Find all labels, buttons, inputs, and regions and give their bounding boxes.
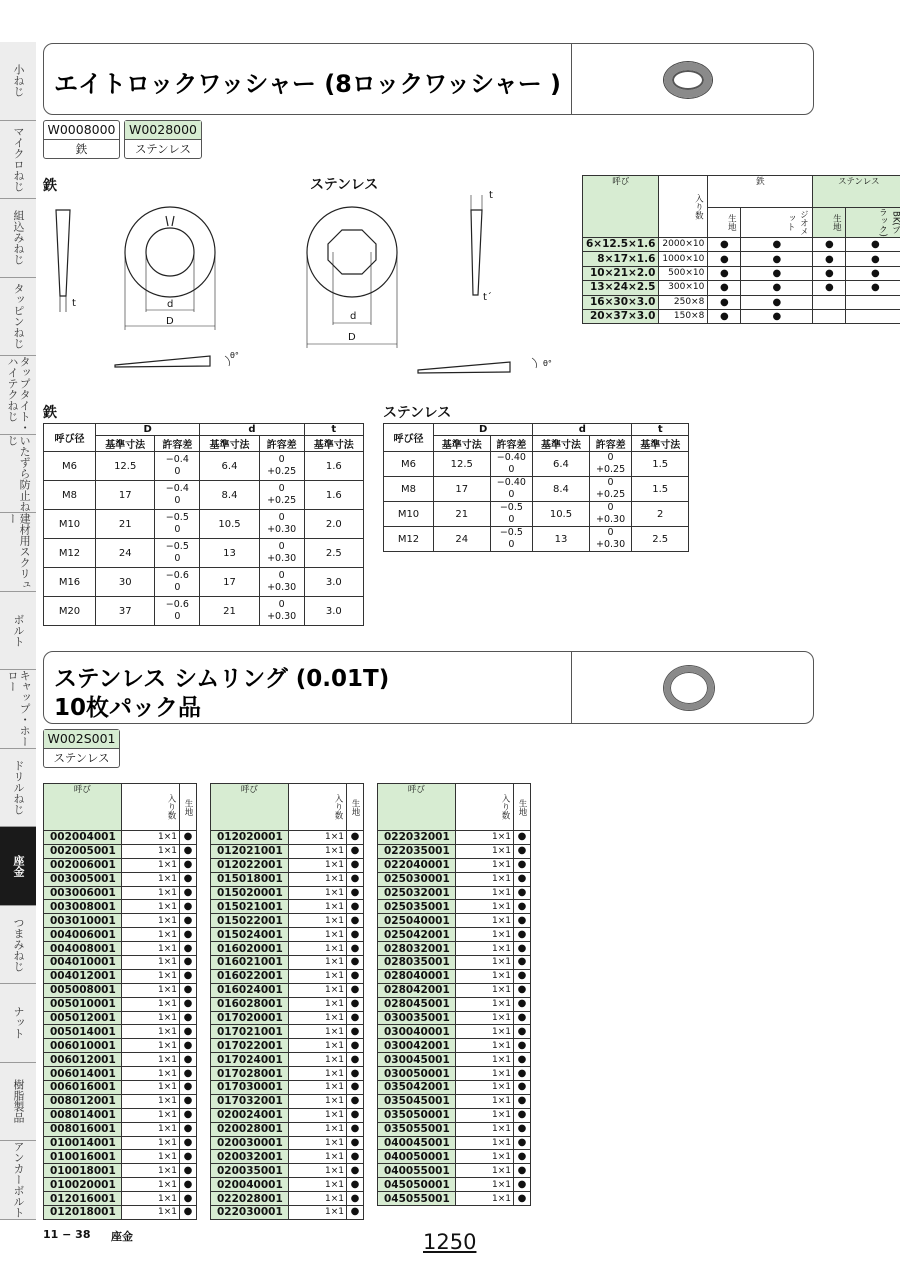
side-tab-9[interactable]: ドリルねじ [0,749,36,828]
footer-page-ref: 11 − 38 [43,1228,91,1241]
table-row: 025032001 1×1 ● [378,886,531,900]
table-row: 010020001 1×1 ● [44,1178,197,1192]
table-row: 025030001 1×1 ● [378,872,531,886]
table-row: 008016001 1×1 ● [44,1122,197,1136]
page-number: 1250 [423,1230,477,1254]
table-row: M6 12.5 −0.40 0 6.4 0 +0.25 1.5 [384,452,689,477]
side-tab-1[interactable]: マイクロねじ [0,121,36,200]
table-row: 022040001 1×1 ● [378,858,531,872]
table-row: 045050001 1×1 ● [378,1178,531,1192]
table-row: 003008001 1×1 ● [44,900,197,914]
table-row: 022035001 1×1 ● [378,844,531,858]
table-row: 030042001 1×1 ● [378,1039,531,1053]
side-tab-13[interactable]: 樹脂製品 [0,1063,36,1142]
table-row: 8×17×1.6 1000×10 ● ● ● ● [583,252,900,266]
table-row: 020040001 1×1 ● [211,1178,364,1192]
table-row: 022028001 1×1 ● [211,1192,364,1206]
table-row: 035042001 1×1 ● [378,1081,531,1095]
table-row: 010014001 1×1 ● [44,1136,197,1150]
table-row: 002005001 1×1 ● [44,844,197,858]
table-row: M6 12.5 −0.4 0 6.4 0 +0.25 1.6 [44,452,364,481]
product-code-stainless: W0028000 ステンレス [124,120,202,159]
table-row: 017032001 1×1 ● [211,1094,364,1108]
section1-title: エイトロックワッシャー (8ロックワッシャー ) [54,70,562,98]
table-row: 040045001 1×1 ● [378,1136,531,1150]
side-tab-11[interactable]: つまみねじ [0,906,36,985]
table-row: 040050001 1×1 ● [378,1150,531,1164]
shim-ring-photo [664,666,714,710]
table-row: 010018001 1×1 ● [44,1164,197,1178]
table-row: M8 17 −0.40 0 8.4 0 +0.25 1.5 [384,477,689,502]
table-row: 012021001 1×1 ● [211,844,364,858]
product-code-shim: W002S001 ステンレス [43,729,120,768]
table-row: 10×21×2.0 500×10 ● ● ● ● [583,266,900,280]
table-row: 006012001 1×1 ● [44,1053,197,1067]
side-tab-6[interactable]: 建材用スクリュー [0,513,36,592]
table-row: 012022001 1×1 ● [211,858,364,872]
table-row: 012016001 1×1 ● [44,1192,197,1206]
table-row: 028032001 1×1 ● [378,942,531,956]
table-row: 003005001 1×1 ● [44,872,197,886]
table-row: 017028001 1×1 ● [211,1067,364,1081]
table-row: 006010001 1×1 ● [44,1039,197,1053]
dim-label-D: D [166,316,174,327]
table-row: 028040001 1×1 ● [378,969,531,983]
table-row: 015021001 1×1 ● [211,900,364,914]
table-row: 040055001 1×1 ● [378,1164,531,1178]
table-row: 012018001 1×1 ● [44,1206,197,1220]
table-row: 035045001 1×1 ● [378,1094,531,1108]
table-row: 030050001 1×1 ● [378,1067,531,1081]
side-tab-4[interactable]: タップタイト・ハイテクねじ [0,356,36,435]
table-row: 030040001 1×1 ● [378,1025,531,1039]
table-row: M8 17 −0.4 0 8.4 0 +0.25 1.6 [44,481,364,510]
table-row: 016021001 1×1 ● [211,956,364,970]
table-row: 005014001 1×1 ● [44,1025,197,1039]
table-row: 13×24×2.5 300×10 ● ● ● ● [583,281,900,295]
table-row: 045055001 1×1 ● [378,1192,531,1206]
table-row: 004010001 1×1 ● [44,956,197,970]
section1-title-box [43,43,814,115]
side-tab-14[interactable]: アンカーボルト [0,1141,36,1220]
label-iron: 鉄 [43,178,57,194]
table-row: 025035001 1×1 ● [378,900,531,914]
side-tab-3[interactable]: タッピンねじ [0,278,36,357]
dim-label-d-sus: d [350,311,357,322]
section2-title-box [43,651,814,724]
section2-title-line2: 10枚パック品 [54,695,202,721]
table-row: 002006001 1×1 ● [44,858,197,872]
side-tab-2[interactable]: 組込みねじ [0,199,36,278]
table-row: 012020001 1×1 ● [211,831,364,845]
table-row: 020028001 1×1 ● [211,1122,364,1136]
table-row: 017020001 1×1 ● [211,1011,364,1025]
shim-table-1: 呼び 入り数 生地 002004001 1×1 ● 002005001 1×1 ● 002006001 1×1 ● 003005001 1×1 ● 003006001 1×1 ● 003008001 1×1 ● 003010001 1×1 ● 004006001 1×1 ● 004008001 1×1 ● 004010001 1×1 ● 004012001 1×1 ● 005008001 1×1 ● 005010001 1×1 ● 005012001 1×1 ● 005014001 1×1 ● 006010001 1×1 ● 006012001 1×1 ● 006014001 1×1 ● 006016001 1×1 ● 008012001 1×1 ● 008014001 1×1 ● 008016001 1×1 ● 010014001 1×1 ● 010016001 1×1 ● 010018001 1×1 ● 010020001 1×1 ● 012016001 1×1 ● 012018001 1×1 ● [43,783,197,1220]
table-row: 028045001 1×1 ● [378,997,531,1011]
stainless-dimension-table: 呼び径 D d t 基準寸法 許容差 基準寸法 許容差 基準寸法 M6 12.5 −0.40 0 6.4 0 +0.25 1.5 M8 17 −0.40 0 8.4 0 +0.25 1.5 M10 21 −0.5 0 10.5 0 +0.30 2 M12 24 −0.5 0 13 0 +0.30 2.5 [383,423,689,552]
table-row: 010016001 1×1 ● [44,1150,197,1164]
table-row: 016024001 1×1 ● [211,983,364,997]
table-row: 016020001 1×1 ● [211,942,364,956]
lock-washer-photo [664,62,712,98]
dim-label-theta-sus: θ° [543,359,552,368]
product-code-iron: W0008000 鉄 [43,120,120,159]
table-row: 025042001 1×1 ● [378,928,531,942]
table-row: 016028001 1×1 ● [211,997,364,1011]
table-row: 022030001 1×1 ● [211,1206,364,1220]
table-row: 008012001 1×1 ● [44,1094,197,1108]
table-row: 003006001 1×1 ● [44,886,197,900]
table-row: 035055001 1×1 ● [378,1122,531,1136]
table-row: 017021001 1×1 ● [211,1025,364,1039]
table-row: 005008001 1×1 ● [44,983,197,997]
table-row: 030045001 1×1 ● [378,1053,531,1067]
table-row: 017030001 1×1 ● [211,1081,364,1095]
dim-label-t-sus: t [489,190,493,201]
dim-label-t-prime: t´ [483,292,492,303]
table-row: 004006001 1×1 ● [44,928,197,942]
table-row: 006014001 1×1 ● [44,1067,197,1081]
table-row: M12 24 −0.5 0 13 0 +0.30 2.5 [384,527,689,552]
table-row: 030035001 1×1 ● [378,1011,531,1025]
side-index [0,42,36,1220]
label-stainless-dims: ステンレス [383,405,452,421]
finish-availability-table: 呼び 入り数 鉄 ステンレス 生地 ジオメット 生地 BK(ブラック) 6×12.5×1.6 2000×10 ● ● ● ● 8×17×1.6 1000×10 ● ● ● ● 10×21×2.0 500×10 ● ● ● ● 13×24×2.5 300×10 ● ● ● ● 16×30×3.0 250×8 ● ● 20×37×3.0 150×8 ● ● [582,175,900,324]
table-row: M12 24 −0.5 0 13 0 +0.30 2.5 [44,539,364,568]
side-tab-10[interactable]: 座金 [0,827,36,906]
table-row: 005010001 1×1 ● [44,997,197,1011]
dim-label-t: t [72,298,76,309]
table-row: 020024001 1×1 ● [211,1108,364,1122]
section2-title-line1: ステンレス シムリング (0.01T) [54,666,390,692]
table-row: 004008001 1×1 ● [44,942,197,956]
side-tab-0[interactable]: 小ねじ [0,42,36,121]
side-tab-5[interactable]: いたずら防止ねじ [0,435,36,514]
dim-label-d: d [167,299,174,310]
table-row: 017022001 1×1 ● [211,1039,364,1053]
side-tab-7[interactable]: ボルト [0,592,36,671]
table-row: 004012001 1×1 ● [44,969,197,983]
footer-category: 座金 [111,1230,133,1243]
table-row: 6×12.5×1.6 2000×10 ● ● ● ● [583,238,900,252]
table-row: 016022001 1×1 ● [211,969,364,983]
table-row: 028042001 1×1 ● [378,983,531,997]
table-row: 006016001 1×1 ● [44,1081,197,1095]
table-row: 015018001 1×1 ● [211,872,364,886]
table-row: 003010001 1×1 ● [44,914,197,928]
table-row: 015024001 1×1 ● [211,928,364,942]
label-stainless: ステンレス [310,177,379,193]
table-row: 002004001 1×1 ● [44,831,197,845]
side-tab-8[interactable]: キャップ・ホーロー [0,670,36,749]
table-row: 025040001 1×1 ● [378,914,531,928]
table-row: M20 37 −0.6 0 21 0 +0.30 3.0 [44,597,364,626]
table-row: 035050001 1×1 ● [378,1108,531,1122]
table-row: 20×37×3.0 150×8 ● ● [583,309,900,323]
table-row: 015022001 1×1 ● [211,914,364,928]
shim-table-3: 呼び 入り数 生地 022032001 1×1 ● 022035001 1×1 ● 022040001 1×1 ● 025030001 1×1 ● 025032001 1×1 ● 025035001 1×1 ● 025040001 1×1 ● 025042001 1×1 ● 028032001 1×1 ● 028035001 1×1 ● 028040001 1×1 ● 028042001 1×1 ● 028045001 1×1 ● 030035001 1×1 ● 030040001 1×1 ● 030042001 1×1 ● 030045001 1×1 ● 030050001 1×1 ● 035042001 1×1 ● 035045001 1×1 ● 035050001 1×1 ● 035055001 1×1 ● 040045001 1×1 ● 040050001 1×1 ● 040055001 1×1 ● 045050001 1×1 ● 045055001 1×1 ● [377,783,531,1206]
side-tab-12[interactable]: ナット [0,984,36,1063]
table-row: 020032001 1×1 ● [211,1150,364,1164]
table-row: 008014001 1×1 ● [44,1108,197,1122]
table-row: 028035001 1×1 ● [378,956,531,970]
iron-dimension-table: 呼び径 D d t 基準寸法 許容差 基準寸法 許容差 基準寸法 M6 12.5 −0.4 0 6.4 0 +0.25 1.6 M8 17 −0.4 0 8.4 0 +0.25 1.6 M10 21 −0.5 0 10.5 0 +0.30 2.0 M12 24 −0.5 0 13 0 +0.30 2.5 M16 30 −0.6 0 17 0 +0.30 3.0 M20 37 −0.6 0 21 0 +0.30 3.0 [43,423,364,626]
table-row: 017024001 1×1 ● [211,1053,364,1067]
table-row: 005012001 1×1 ● [44,1011,197,1025]
table-row: 015020001 1×1 ● [211,886,364,900]
label-iron-dims: 鉄 [43,405,57,421]
washer-drawing [40,180,580,380]
table-row: 16×30×3.0 250×8 ● ● [583,295,900,309]
table-row: 020035001 1×1 ● [211,1164,364,1178]
table-row: 020030001 1×1 ● [211,1136,364,1150]
dim-label-D-sus: D [348,332,356,343]
table-row: M10 21 −0.5 0 10.5 0 +0.30 2.0 [44,510,364,539]
shim-table-2: 呼び 入り数 生地 012020001 1×1 ● 012021001 1×1 ● 012022001 1×1 ● 015018001 1×1 ● 015020001 1×1 ● 015021001 1×1 ● 015022001 1×1 ● 015024001 1×1 ● 016020001 1×1 ● 016021001 1×1 ● 016022001 1×1 ● 016024001 1×1 ● 016028001 1×1 ● 017020001 1×1 ● 017021001 1×1 ● 017022001 1×1 ● 017024001 1×1 ● 017028001 1×1 ● 017030001 1×1 ● 017032001 1×1 ● 020024001 1×1 ● 020028001 1×1 ● 020030001 1×1 ● 020032001 1×1 ● 020035001 1×1 ● 020040001 1×1 ● 022028001 1×1 ● 022030001 1×1 ● [210,783,364,1220]
table-row: 022032001 1×1 ● [378,831,531,845]
table-row: M10 21 −0.5 0 10.5 0 +0.30 2 [384,502,689,527]
table-row: M16 30 −0.6 0 17 0 +0.30 3.0 [44,568,364,597]
dim-label-theta: θ° [230,351,239,360]
